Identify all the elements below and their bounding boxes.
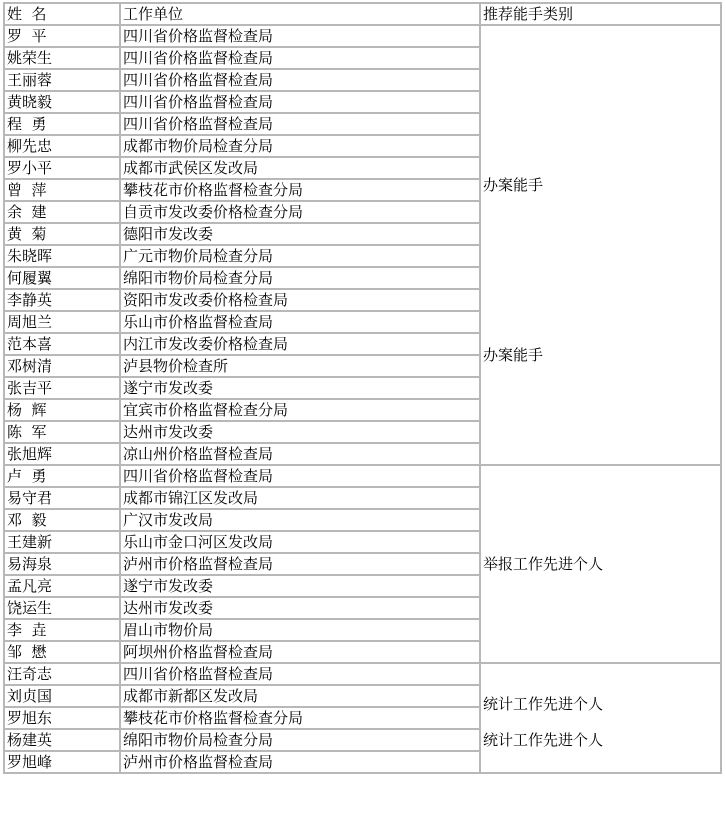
cell-name: 王建新 <box>4 531 120 553</box>
cell-unit: 成都市锦江区发改局 <box>120 487 480 509</box>
category-cell-group-1 <box>480 25 721 465</box>
category-cell-group-2: 举报工作先进个人 <box>480 465 721 663</box>
cell-unit: 达州市发改委 <box>120 597 480 619</box>
cell-name: 易守君 <box>4 487 120 509</box>
table-row <box>4 25 721 47</box>
cell-name: 罗旭峰 <box>4 751 120 773</box>
cell-name: 杨建英 <box>4 729 120 751</box>
cell-name: 周旭兰 <box>4 311 120 333</box>
cell-unit: 达州市发改委 <box>120 421 480 443</box>
category-label: 办案能手 <box>482 346 543 364</box>
cell-unit: 成都市新都区发改局 <box>120 685 480 707</box>
category-cell-group-3 <box>480 663 721 773</box>
header-unit: 工作单位 <box>120 3 480 25</box>
category-label: 统计工作先进个人 <box>482 731 603 749</box>
cell-unit: 凉山州价格监督检查局 <box>120 443 480 465</box>
cell-unit: 泸州市价格监督检查局 <box>120 553 480 575</box>
cell-name: 杨 辉 <box>4 399 120 421</box>
cell-unit: 自贡市发改委价格检查分局 <box>120 201 480 223</box>
category-label: 办案能手 <box>482 176 543 194</box>
cell-unit: 乐山市金口河区发改局 <box>120 531 480 553</box>
cell-unit: 宜宾市价格监督检查分局 <box>120 399 480 421</box>
cell-name: 易海泉 <box>4 553 120 575</box>
cell-name: 罗旭东 <box>4 707 120 729</box>
award-recipients-table <box>3 2 722 774</box>
cell-name: 张旭辉 <box>4 443 120 465</box>
cell-name: 何履翼 <box>4 267 120 289</box>
cell-unit: 阿坝州价格监督检查局 <box>120 641 480 663</box>
table-row <box>4 663 721 685</box>
cell-name: 罗小平 <box>4 157 120 179</box>
cell-unit: 攀枝花市价格监督检查分局 <box>120 179 480 201</box>
cell-unit: 四川省价格监督检查局 <box>120 113 480 135</box>
cell-name: 卢 勇 <box>4 465 120 487</box>
cell-unit: 四川省价格监督检查局 <box>120 25 480 47</box>
cell-unit: 内江市发改委价格检查局 <box>120 333 480 355</box>
cell-unit: 乐山市价格监督检查局 <box>120 311 480 333</box>
cell-unit: 攀枝花市价格监督检查分局 <box>120 707 480 729</box>
cell-name: 张吉平 <box>4 377 120 399</box>
cell-name: 余 建 <box>4 201 120 223</box>
header-row <box>4 3 721 25</box>
cell-name: 李 垚 <box>4 619 120 641</box>
cell-name: 饶运生 <box>4 597 120 619</box>
cell-name: 黄 菊 <box>4 223 120 245</box>
cell-name: 范本喜 <box>4 333 120 355</box>
cell-name: 程 勇 <box>4 113 120 135</box>
cell-name: 陈 军 <box>4 421 120 443</box>
cell-unit: 遂宁市发改委 <box>120 377 480 399</box>
cell-unit: 眉山市物价局 <box>120 619 480 641</box>
cell-unit: 泸县物价检查所 <box>120 355 480 377</box>
cell-unit: 四川省价格监督检查局 <box>120 91 480 113</box>
header-category: 推荐能手类别 <box>480 3 721 25</box>
header-name: 姓 名 <box>4 3 120 25</box>
cell-unit: 资阳市发改委价格检查局 <box>120 289 480 311</box>
cell-name: 邓树清 <box>4 355 120 377</box>
cell-name: 柳先忠 <box>4 135 120 157</box>
cell-unit: 成都市物价局检查分局 <box>120 135 480 157</box>
cell-unit: 四川省价格监督检查局 <box>120 47 480 69</box>
cell-unit: 德阳市发改委 <box>120 223 480 245</box>
cell-name: 汪奇志 <box>4 663 120 685</box>
cell-name: 李静英 <box>4 289 120 311</box>
cell-name: 黄晓毅 <box>4 91 120 113</box>
cell-name: 孟凡亮 <box>4 575 120 597</box>
cell-unit: 成都市武侯区发改局 <box>120 157 480 179</box>
cell-name: 罗 平 <box>4 25 120 47</box>
cell-name: 朱晓晖 <box>4 245 120 267</box>
cell-unit: 广元市物价局检查分局 <box>120 245 480 267</box>
cell-unit: 泸州市价格监督检查局 <box>120 751 480 773</box>
cell-name: 王丽蓉 <box>4 69 120 91</box>
cell-unit: 绵阳市物价局检查分局 <box>120 729 480 751</box>
category-label: 统计工作先进个人 <box>482 695 603 713</box>
cell-unit: 遂宁市发改委 <box>120 575 480 597</box>
cell-unit: 绵阳市物价局检查分局 <box>120 267 480 289</box>
cell-unit: 四川省价格监督检查局 <box>120 69 480 91</box>
cell-unit: 四川省价格监督检查局 <box>120 663 480 685</box>
cell-name: 邹 懋 <box>4 641 120 663</box>
table-row <box>4 465 721 487</box>
cell-unit: 四川省价格监督检查局 <box>120 465 480 487</box>
cell-unit: 广汉市发改局 <box>120 509 480 531</box>
cell-name: 曾 萍 <box>4 179 120 201</box>
cell-name: 刘贞国 <box>4 685 120 707</box>
cell-name: 姚荣生 <box>4 47 120 69</box>
cell-name: 邓 毅 <box>4 509 120 531</box>
